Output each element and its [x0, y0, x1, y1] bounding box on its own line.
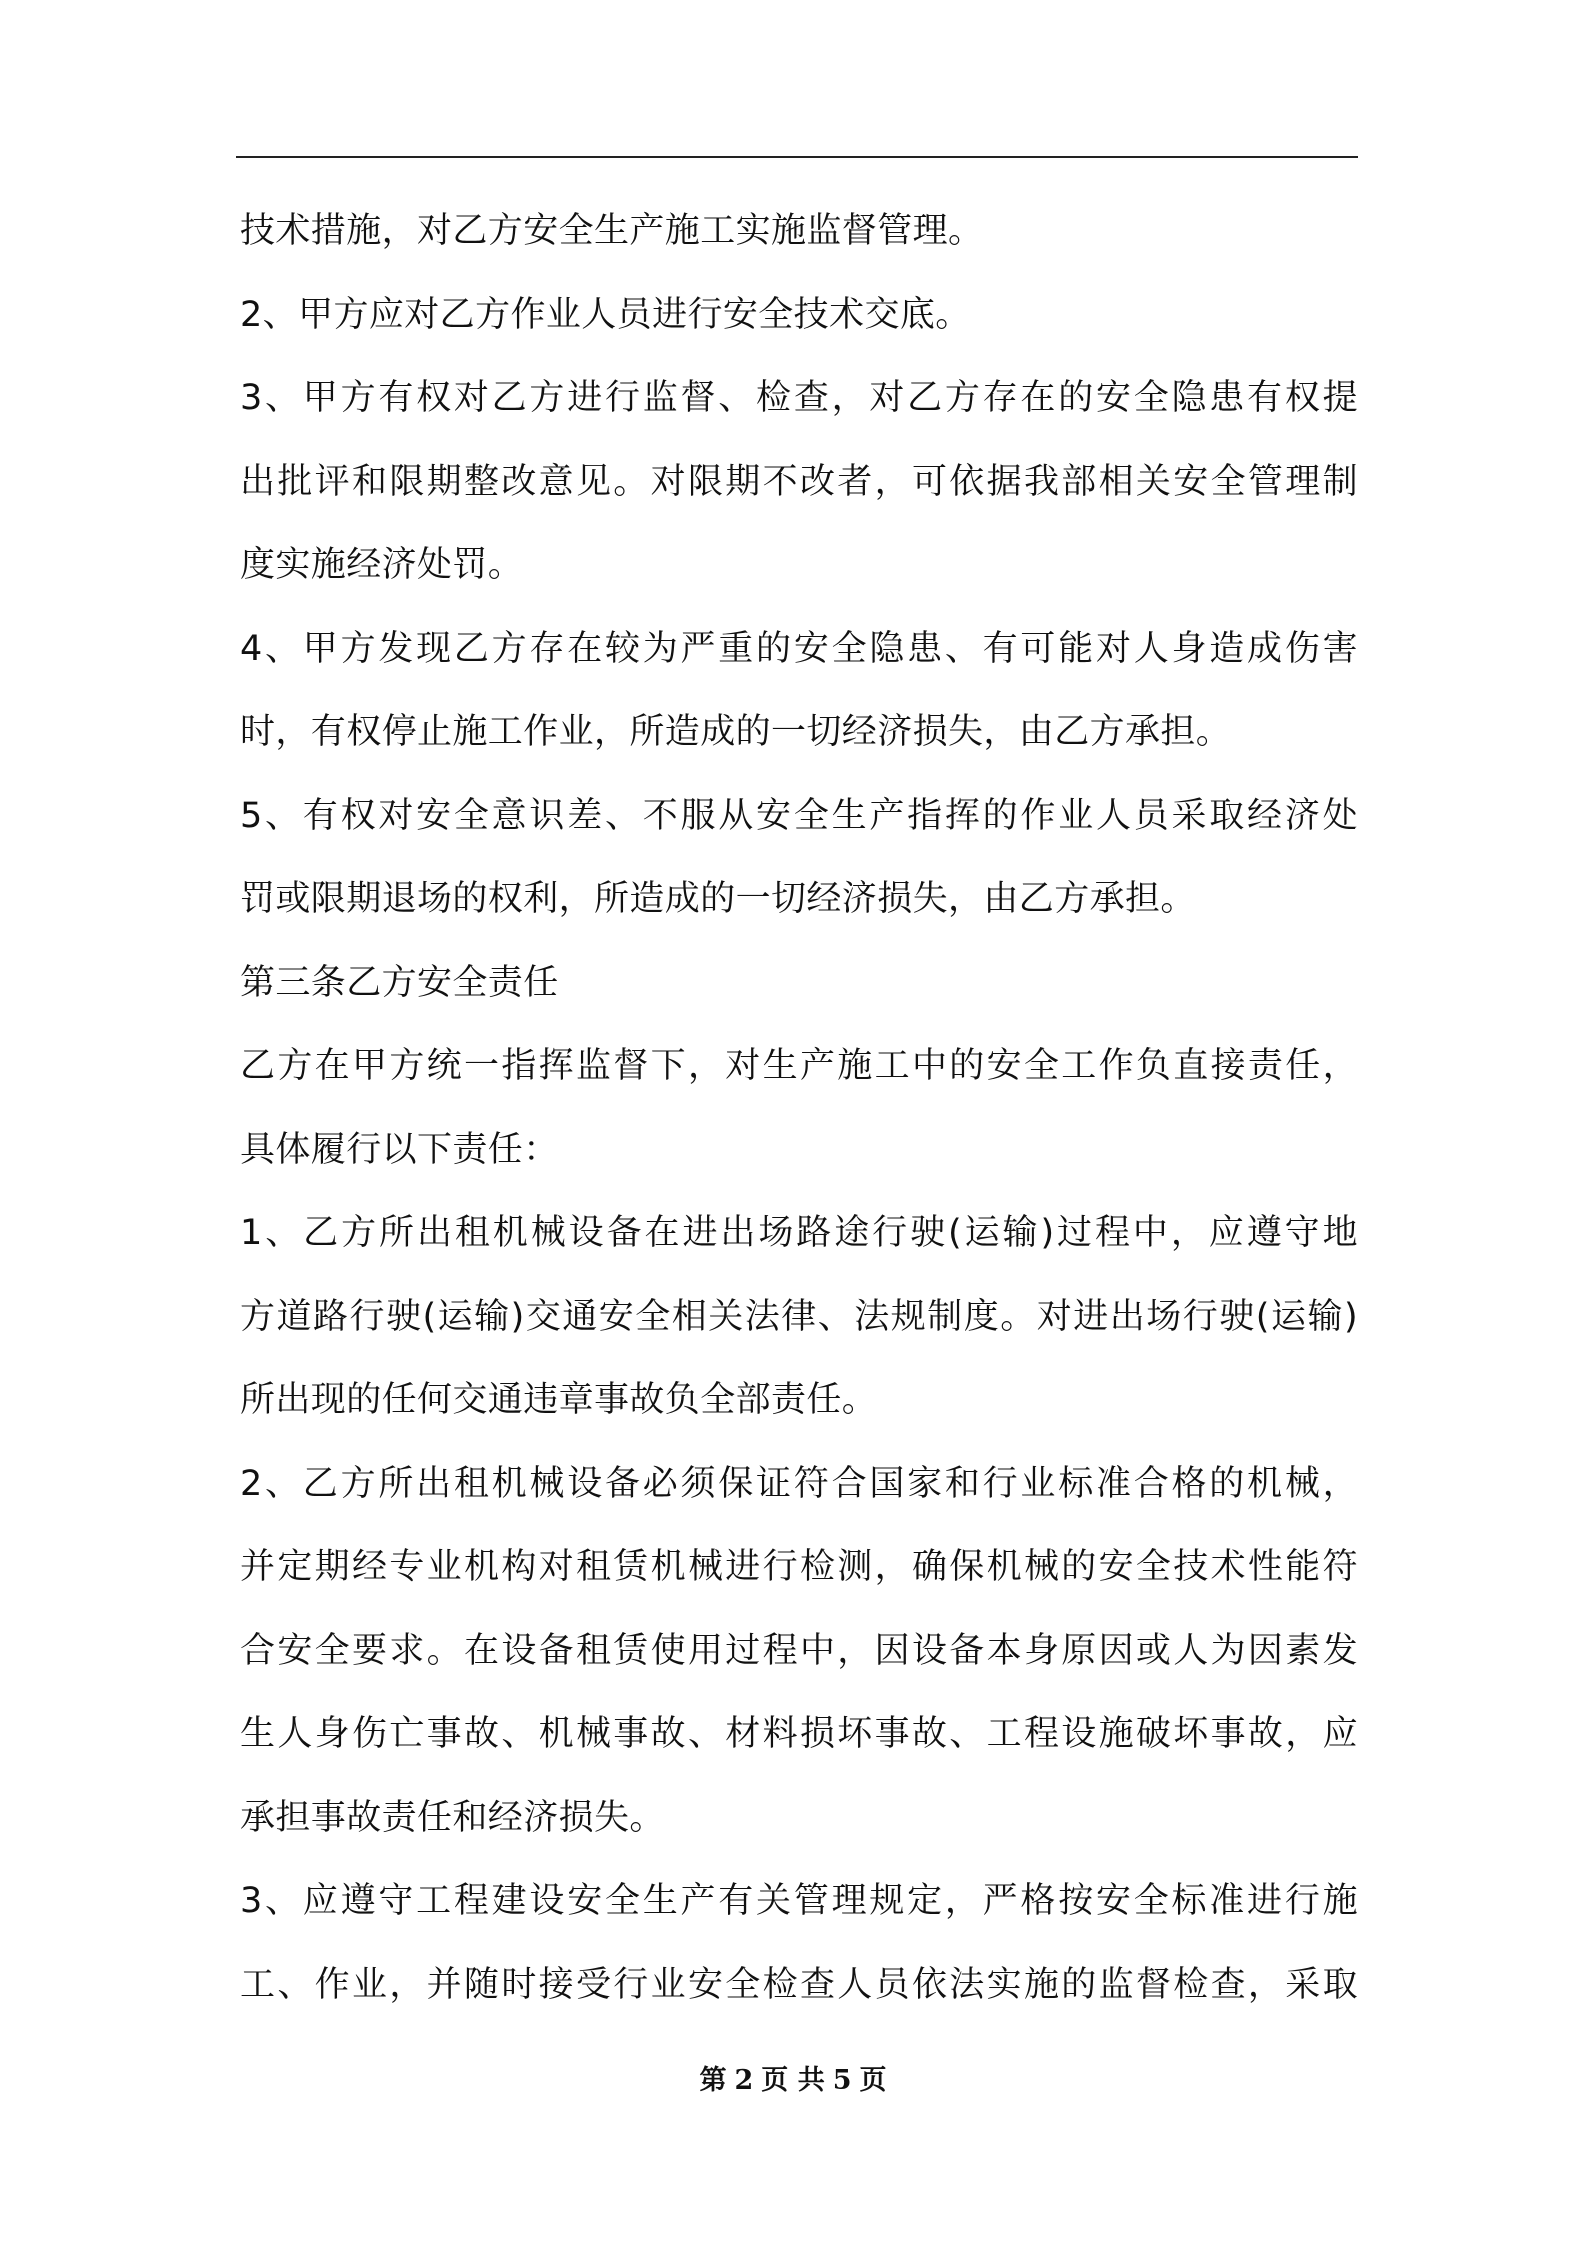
- footer-middle: 页 共: [761, 2065, 825, 2096]
- text-line: 罚或限期退场的权利，所造成的一切经济损失，由乙方承担。: [240, 879, 1196, 919]
- text-line: 出批评和限期整改意见。对限期不改者，可依据我部相关安全管理制: [240, 461, 1358, 502]
- text-line: 合安全要求。在设备租赁使用过程中，因设备本身原因或人为因素发: [240, 1630, 1358, 1671]
- footer-current-page: 2: [734, 2065, 754, 2096]
- text-line: 3、应遵守工程建设安全生产有关管理规定，严格按安全标准进行施: [240, 1881, 1358, 1921]
- text-line: 2、乙方所出租机械设备必须保证符合国家和行业标准合格的机械，: [240, 1463, 1358, 1504]
- text-line: 所出现的任何交通违章事故负全部责任。: [240, 1380, 878, 1420]
- footer-prefix: 第: [699, 2065, 727, 2096]
- text-line: 第三条乙方安全责任: [240, 962, 559, 1003]
- text-line: 1、乙方所出租机械设备在进出场路途行驶(运输)过程中，应遵守地: [240, 1213, 1358, 1253]
- page-footer: [0, 2058, 1586, 2097]
- text-line: 具体履行以下责任：: [240, 1129, 559, 1170]
- text-line: 工、作业，并随时接受行业安全检查人员依法实施的监督检查，采取: [240, 1964, 1358, 2005]
- text-line: 4、甲方发现乙方存在较为严重的安全隐患、有可能对人身造成伤害: [240, 628, 1358, 669]
- text-line: 2、甲方应对乙方作业人员进行安全技术交底。: [240, 294, 971, 335]
- footer-total-pages: 5: [832, 2065, 852, 2096]
- text-line: 乙方在甲方统一指挥监督下，对生产施工中的安全工作负直接责任，: [240, 1046, 1358, 1086]
- text-line: 承担事故责任和经济损失。: [240, 1797, 665, 1838]
- text-line: 生人身伤亡事故、机械事故、材料损坏事故、工程设施破坏事故，应: [240, 1714, 1358, 1754]
- text-line: 5、有权对安全意识差、不服从安全生产指挥的作业人员采取经济处: [240, 795, 1358, 836]
- header-rule: [236, 156, 1358, 158]
- footer-suffix: 页: [859, 2065, 887, 2096]
- text-line: 度实施经济处罚。: [240, 545, 524, 585]
- text-line: 技术措施，对乙方安全生产施工实施监督管理。: [240, 211, 984, 251]
- document-body: [240, 190, 1358, 2027]
- text-line: 并定期经专业机构对租赁机械进行检测，确保机械的安全技术性能符: [240, 1547, 1358, 1587]
- text-line: 时，有权停止施工作业，所造成的一切经济损失，由乙方承担。: [240, 712, 1232, 752]
- text-line: 方道路行驶(运输)交通安全相关法律、法规制度。对进出场行驶(运输): [240, 1296, 1358, 1337]
- text-line: 3、甲方有权对乙方进行监督、检查，对乙方存在的安全隐患有权提: [240, 378, 1358, 418]
